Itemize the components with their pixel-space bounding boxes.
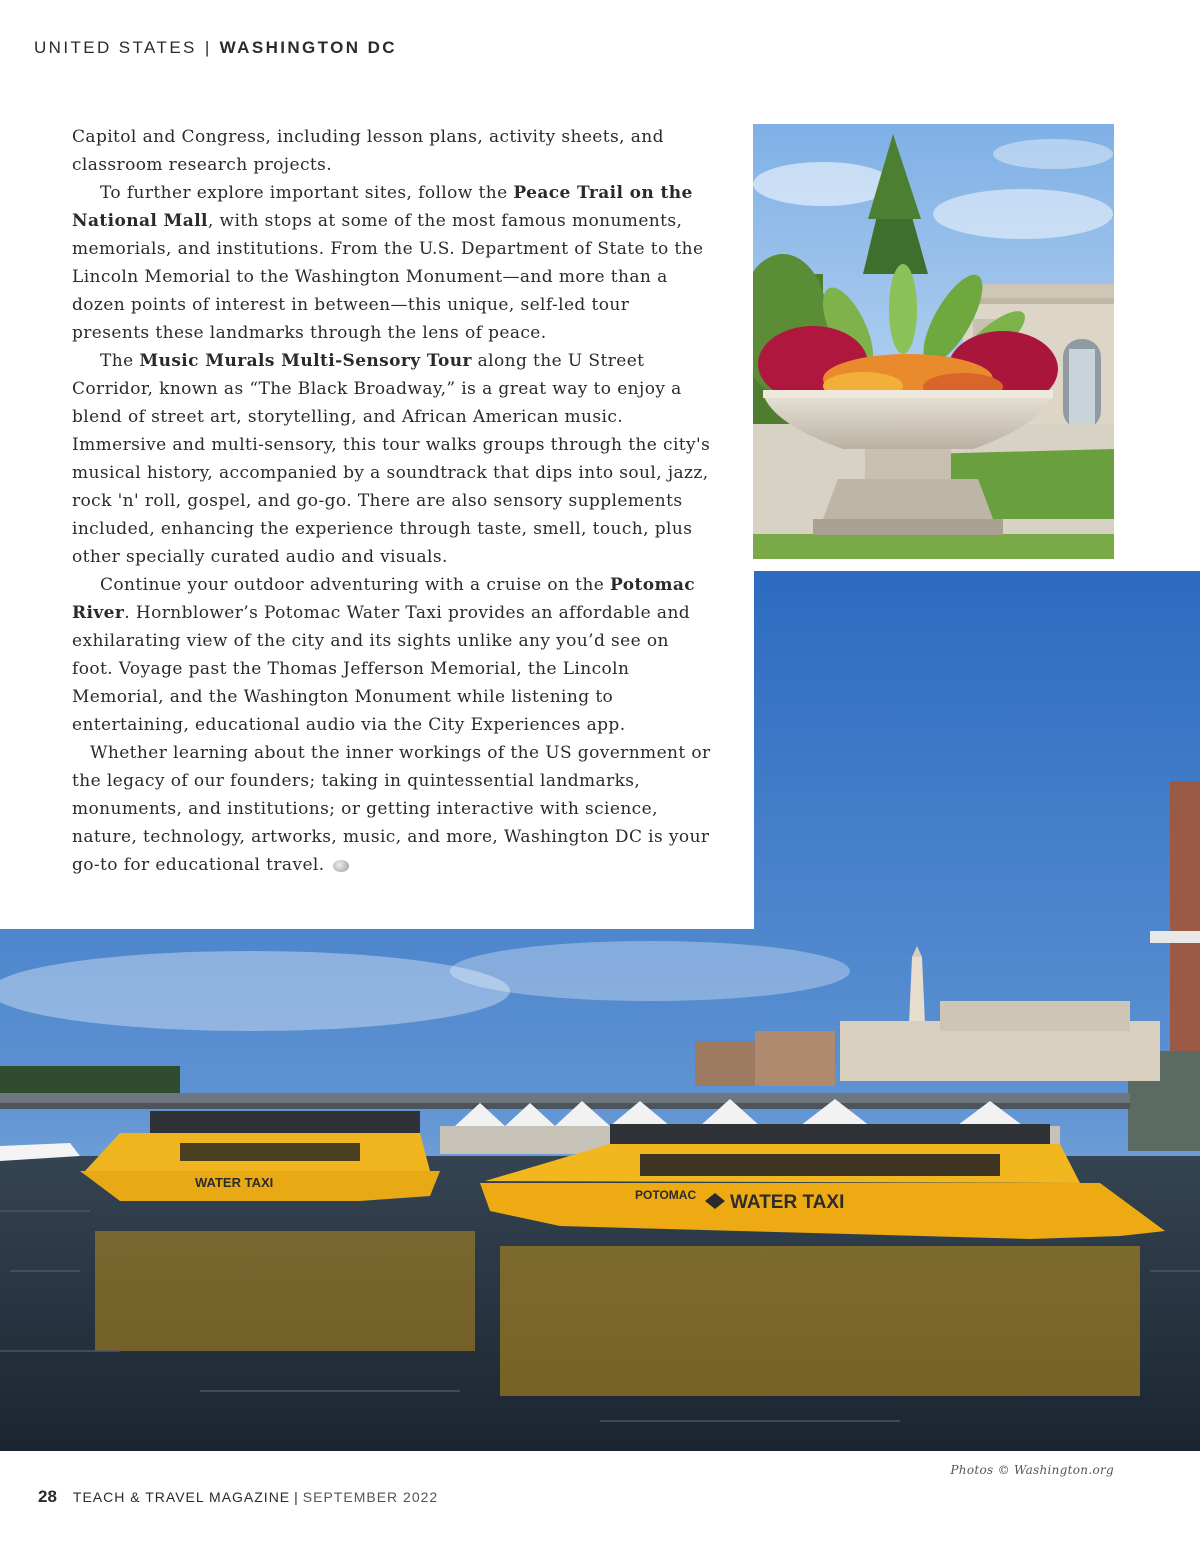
p5-text: Whether learning about the inner workings of the US government or the legacy of our founders; taking in quintessential landmarks, monuments, and institutions; or getting interactive with science, nature, technology, artworks, music, and more, Washington DC is your go-to for educational travel. xyxy=(72,743,711,875)
boat-2-brand: POTOMAC xyxy=(635,1188,697,1202)
boat-2-label: WATER TAXI xyxy=(730,1192,845,1213)
paragraph-3 xyxy=(72,347,712,571)
garden-planter-photo xyxy=(753,124,1114,559)
article-body xyxy=(72,123,712,879)
boat-1-label: WATER TAXI xyxy=(195,1175,274,1190)
header-country: UNITED STATES xyxy=(34,38,197,57)
peace-trail-link-text: Peace Trail on the National Mall xyxy=(72,183,693,231)
p3-text-end: along the U Street Corridor, known as “The Black Broadway,” is a great way to enjoy a blend of street art, storytelling, and African American music. Immersive and multi-sensory, this tour walks groups through the city's musical history, accompanied by a soundtrack that dips into soul, jazz, rock 'n' roll, gospel, and go-go. There are also sensory supplements included, enhancing the experience through taste, smell, touch, plus other specially curated audio and visuals. xyxy=(72,351,711,567)
magazine-name: TEACH & TRAVEL MAGAZINE xyxy=(72,1489,291,1505)
p4-text-end: . Hornblower’s Potomac Water Taxi provides an affordable and exhilarating view of the city and its sights unlike any you’d see on foot. Voyage past the Thomas Jefferson Memorial, the Lincoln Memorial, and the Washington Monument while listening to entertaining, educational audio via the City Experiences app. xyxy=(72,603,691,735)
p4-text-start: Continue your outdoor adventuring with a cruise on the xyxy=(100,575,611,595)
page-footer xyxy=(38,1487,438,1507)
paragraph-2 xyxy=(72,179,712,347)
p2-text-end: , with stops at some of the most famous monuments, memorials, and institutions. From the U.S. Department of State to the Lincoln Memorial to the Washington Monument—and more than a dozen points of interest in between—this unique, self-led tour presents these landmarks through the lens of peace. xyxy=(72,211,704,343)
header-city: WASHINGTON DC xyxy=(219,38,397,57)
page-number: 28 xyxy=(38,1487,57,1506)
end-of-article-icon xyxy=(333,860,349,872)
issue-date: SEPTEMBER 2022 xyxy=(302,1489,439,1505)
paragraph-4 xyxy=(72,571,712,739)
footer-separator: | xyxy=(294,1489,299,1505)
paragraph-1: Capitol and Congress, including lesson plans, activity sheets, and classroom research projects. xyxy=(72,127,664,175)
potomac-river-text: Potomac River xyxy=(72,575,696,623)
photo-credit: Photos © Washington.org xyxy=(950,1463,1114,1477)
paragraph-5 xyxy=(72,739,712,879)
header-separator: | xyxy=(204,38,212,57)
music-murals-text: Music Murals Multi-Sensory Tour xyxy=(139,351,472,371)
p3-text-start: The xyxy=(100,351,140,371)
p2-text-start: To further explore important sites, follow the xyxy=(100,183,514,203)
running-header xyxy=(34,38,397,58)
